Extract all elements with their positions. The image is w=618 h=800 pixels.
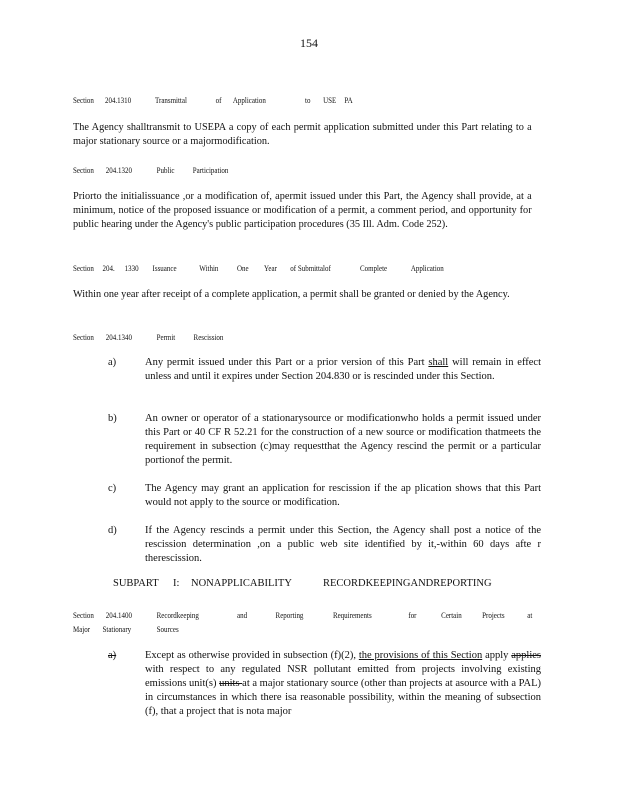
section-heading-1310 (73, 95, 353, 105)
section-heading-1340 (73, 332, 223, 342)
heading-word: Certain (441, 610, 462, 620)
section-1320-body: Priorto the initialissuance ,or a modification of, apermit issued under this Part, the Agency shall provide, at a minimum, notice of the proposed issuance or modification of a permit, a comment period, and opportunity for public hearing under the Agency's public participation procedures (35 Ill. Adm. Code 252). (73, 191, 532, 230)
heading-word: 204.1310 (104, 95, 132, 105)
heading-word: Transmittal (155, 95, 187, 105)
subpart-heading (113, 578, 492, 589)
heading-word: Reporting (275, 610, 304, 620)
subpart-word: SUBPART (113, 578, 159, 589)
heading-word: Major (73, 624, 91, 634)
underlined-insertion: the provisions of this Section (358, 650, 483, 661)
heading-word: Projects (482, 610, 505, 620)
heading-word: Rescission (193, 332, 224, 342)
underlined-insertion: shall (428, 357, 449, 368)
heading-word: Section (73, 263, 94, 273)
heading-word: of (215, 95, 222, 105)
heading-word: 204. (102, 263, 115, 273)
section-heading-1400-line2 (73, 624, 179, 634)
heading-word: USE (323, 95, 337, 105)
section-heading-1400 (73, 610, 532, 620)
subpart-word: I: (173, 578, 180, 589)
section-1310-body: The Agency shalltransmit to USEPA a copy of each permit application submitted under this Part relating to a major stationary source or a majormodification. (73, 122, 532, 147)
item-text: The Agency may grant an application for rescission if the ap plication shows that this Part would not apply to the source or modification. (145, 483, 541, 508)
item-text-part: with respect to any regulated NSR pollutant emitted from projects involving existing emissions unit(s) (145, 664, 541, 689)
heading-word: to (305, 95, 311, 105)
heading-word: Stationary (102, 624, 132, 634)
heading-word: Permit (156, 332, 176, 342)
heading-word: Application (232, 95, 266, 105)
item-label: a) (108, 650, 117, 661)
heading-word: Participation (192, 165, 229, 175)
section-heading-1330 (73, 263, 444, 273)
subpart-word: NONAPPLICABILITY (191, 578, 292, 589)
item-text: An owner or operator of a stationarysource or modificationwho holds a permit issued under this Part or 40 CF R 52.21 for the construction of a new source or modification thatmeets the requirement in subsection (c)may requestthat the Agency rescind the permit or a particular portionof the permit. (145, 413, 541, 466)
item-label: d) (108, 525, 117, 536)
item-label: c) (108, 483, 117, 494)
item-label: a) (108, 357, 117, 368)
heading-word: Public (156, 165, 175, 175)
item-text (145, 356, 541, 384)
heading-word: Issuance (152, 263, 177, 273)
heading-word: Requirements (332, 610, 372, 620)
heading-word: Complete (360, 263, 388, 273)
item-label: b) (108, 413, 117, 424)
section-heading-1320 (73, 165, 228, 175)
heading-word: 204.1400 (105, 610, 132, 620)
item-text-part: Except as otherwise provided in subsection (f)(2), (145, 650, 359, 661)
heading-word: Within (199, 263, 219, 273)
heading-word: Sources (156, 624, 179, 634)
heading-word: Section (73, 610, 94, 620)
heading-word: Year (264, 263, 277, 273)
heading-word: Section (73, 165, 94, 175)
heading-word: PA (344, 95, 353, 105)
item-text-part: Any permit issued under this Part or a prior version of this Part (145, 357, 429, 368)
item-text (145, 649, 541, 719)
heading-word: Recordkeeping (156, 610, 199, 620)
item-text-part: will remain in effect unless and until it expires under Section 204.830 or is rescinded under this Section. (145, 357, 542, 382)
subpart-word: RECORDKEEPINGANDREPORTING (323, 578, 492, 589)
section-1330-body: Within one year after receipt of a complete application, a permit shall be granted or denied by the Agency. (73, 289, 510, 300)
heading-word: at (527, 610, 533, 620)
heading-word: for (408, 610, 417, 620)
heading-word: Application (410, 263, 444, 273)
heading-word: of Submittalof (290, 263, 331, 273)
heading-word: Section (73, 95, 94, 105)
struck-deletion: units (219, 678, 243, 689)
item-text-part: at a major stationary source (other than projects at asource with a PAL) in circumstances in which there isa reasonable possibility, within the meaning of subsection (f), that a project that is nota major (145, 678, 542, 717)
item-text-part: apply (485, 650, 512, 661)
page-number: 154 (300, 36, 318, 50)
heading-word: 1330 (124, 263, 139, 273)
heading-word: 204.1320 (105, 165, 132, 175)
heading-word: 204.1340 (105, 332, 132, 342)
heading-word: One (237, 263, 249, 273)
item-text: If the Agency rescinds a permit under this Section, the Agency shall post a notice of the rescission determination ,on a public web site identified by it,-within 60 days afte r therescission. (145, 525, 541, 564)
heading-word: and (237, 610, 248, 620)
struck-deletion: applies (511, 650, 542, 661)
heading-word: Section (73, 332, 94, 342)
